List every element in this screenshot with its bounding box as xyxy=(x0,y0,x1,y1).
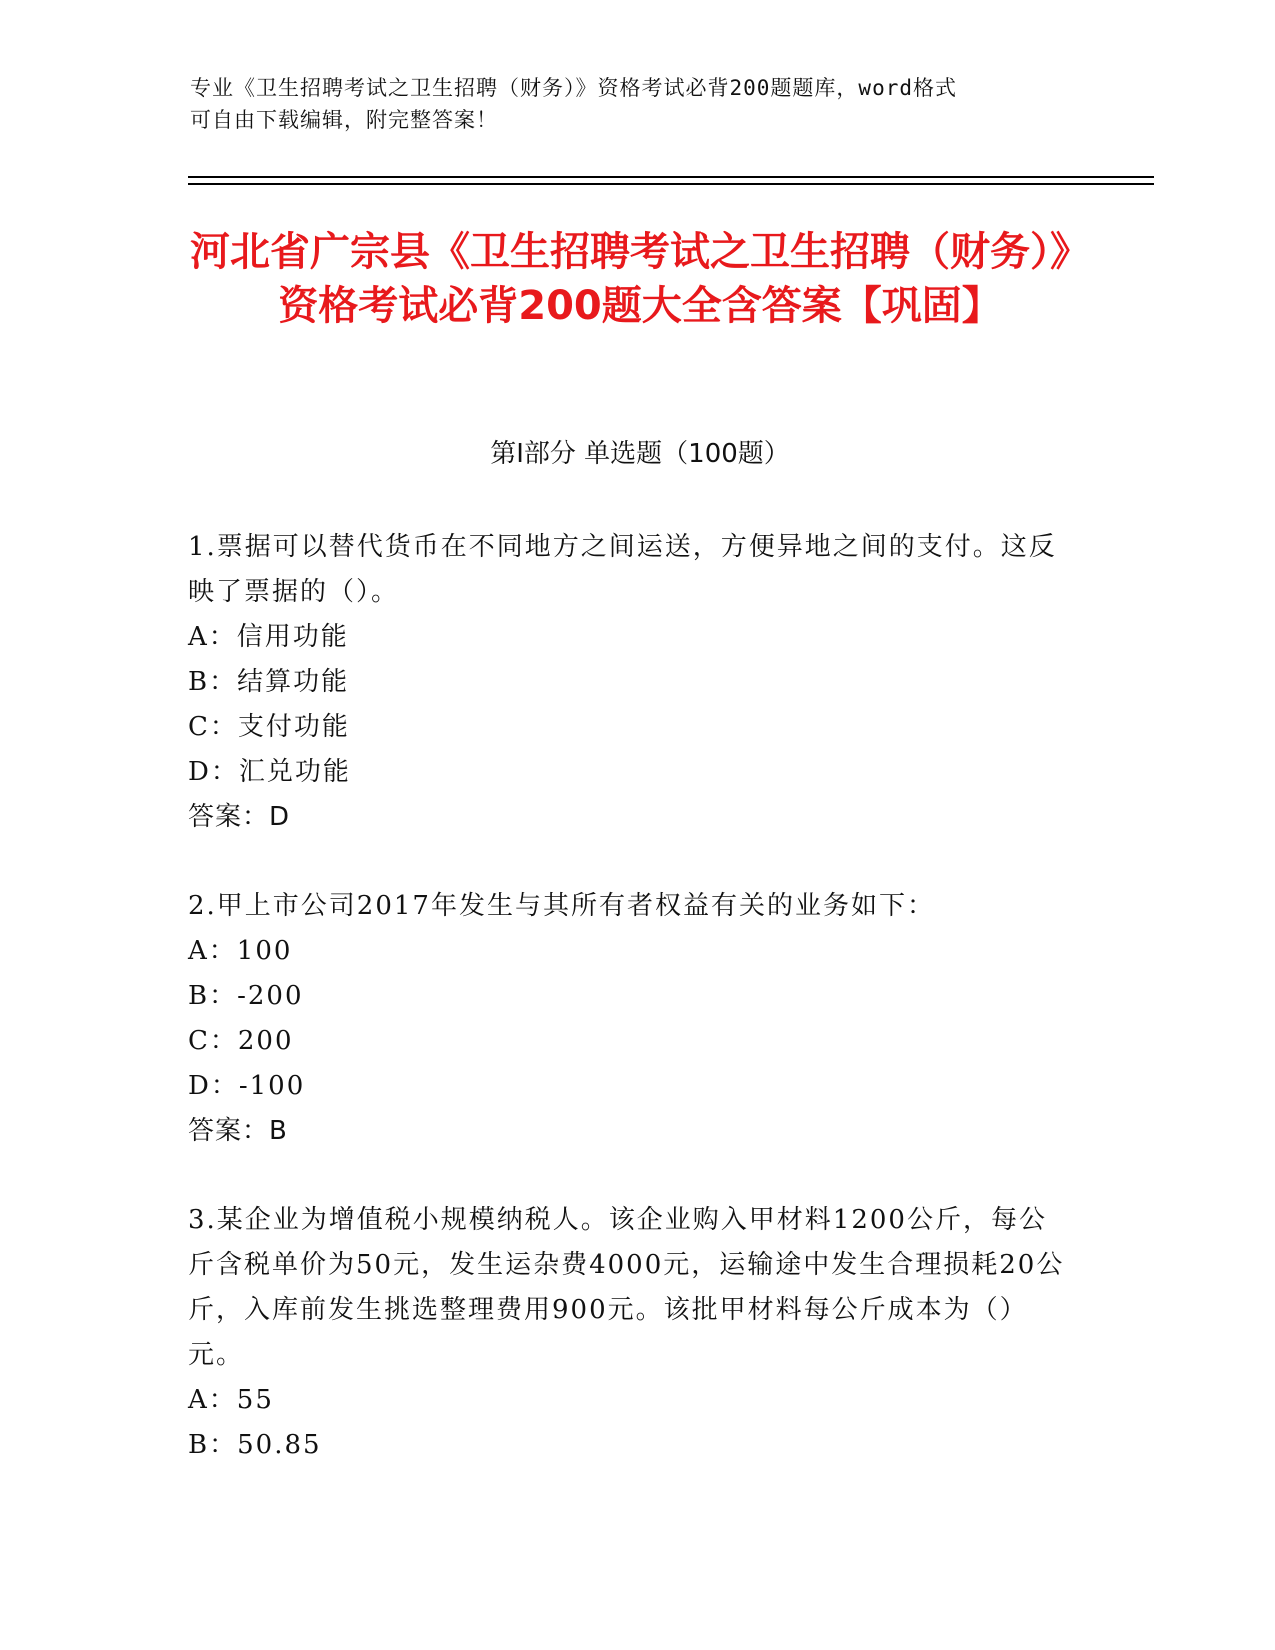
question-list xyxy=(188,525,1068,1512)
document-title: 河北省广宗县《卫生招聘考试之卫生招聘（财务）》资格考试必背200题大全含答案【巩固】 xyxy=(190,229,1090,329)
answer-line: 答案：D xyxy=(188,802,291,832)
option-c: C：支付功能 xyxy=(188,712,350,742)
option-d: D：汇兑功能 xyxy=(188,757,351,787)
option-b: B：50.85 xyxy=(188,1430,322,1460)
option-a: A：100 xyxy=(188,936,293,966)
question-stem: 1.票据可以替代货币在不同地方之间运送，方便异地之间的支付。这反映了票据的（）。 xyxy=(188,532,1057,607)
option-a: A：信用功能 xyxy=(188,622,349,652)
option-a: A：55 xyxy=(188,1385,274,1415)
option-c: C：200 xyxy=(188,1026,294,1056)
question-stem: 2.甲上市公司2017年发生与其所有者权益有关的业务如下： xyxy=(188,891,935,921)
question-2 xyxy=(188,884,1068,1154)
question-3 xyxy=(188,1198,1068,1468)
answer-line: 答案：B xyxy=(188,1116,288,1146)
section-heading: 第I部分 单选题（100题） xyxy=(490,439,790,469)
question-1 xyxy=(188,525,1068,840)
option-d: D：-100 xyxy=(188,1071,306,1101)
question-stem: 3.某企业为增值税小规模纳税人。该企业购入甲材料1200公斤，每公斤含税单价为50元，发生运杂费4000元，运输途中发生合理损耗20公斤，入库前发生挑选整理费用900元。该批甲材料每公斤成本为（）元。 xyxy=(188,1205,1065,1370)
header-divider-top xyxy=(188,176,1154,178)
header-divider-bottom xyxy=(188,183,1154,185)
option-b: B：-200 xyxy=(188,981,304,1011)
option-b: B：结算功能 xyxy=(188,667,350,697)
header-note: 专业《卫生招聘考试之卫生招聘（财务）》资格考试必背200题题库，word格式 可自由下载编辑，附完整答案！ xyxy=(190,76,957,132)
